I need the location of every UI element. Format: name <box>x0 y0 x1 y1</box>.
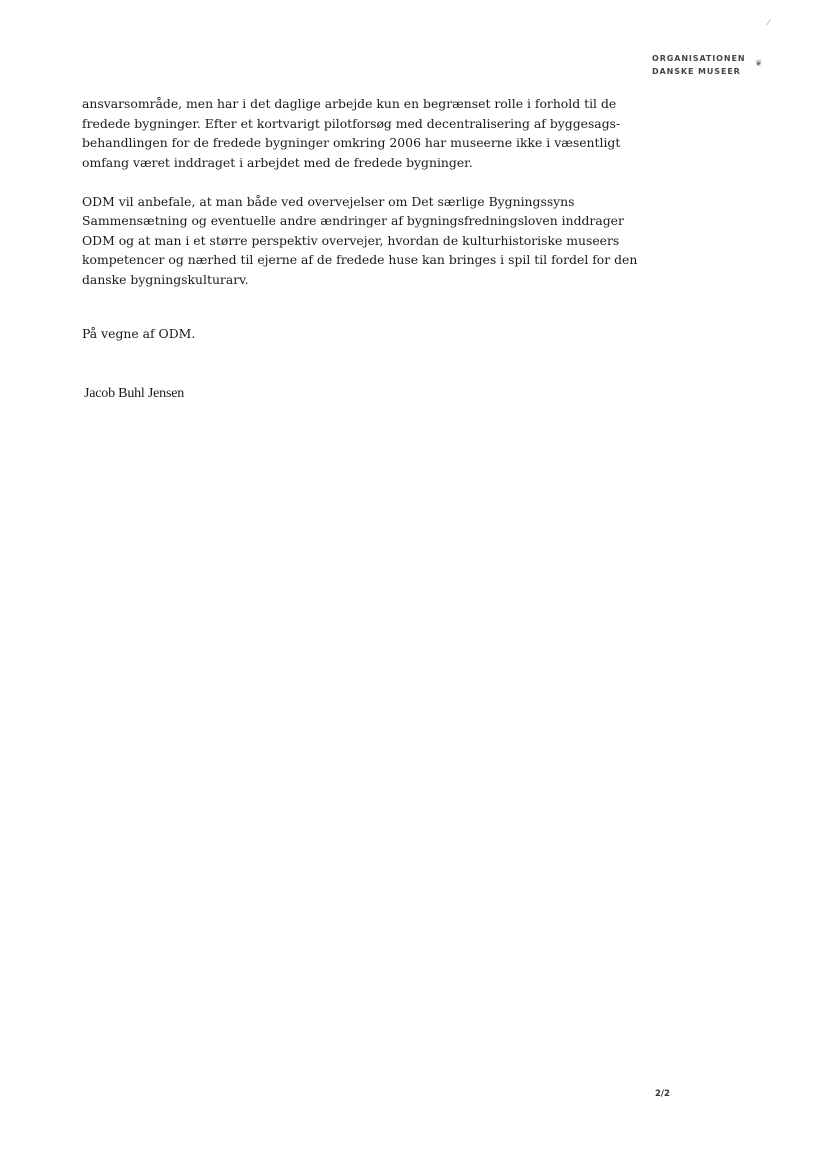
text-line: fredede bygninger. Efter et kortvarigt pilotforsøg med decentralisering af byggesags- <box>82 115 621 131</box>
text-line: behandlingen for de fredede bygninger omkring 2006 har museerne ikke i væsentligt <box>82 135 621 150</box>
text-line: danske bygningskulturarv. <box>82 271 249 287</box>
signature-name: Jacob Buhl Jensen <box>84 386 185 401</box>
paragraph-1 <box>82 94 621 172</box>
page-number: 2/2 <box>655 1089 670 1099</box>
corner-mark: ⁄ <box>768 18 770 27</box>
text-line: kompetencer og nærhed til ejerne af de fredede huse kan bringes i spil til fordel for den <box>82 252 638 267</box>
text-line: Sammensætning og eventuelle andre ændringer af bygningsfredningsloven inddrager <box>82 213 624 228</box>
text-line: ODM og at man i et større perspektiv overvejer, hvordan de kulturhistoriske museers <box>82 232 620 248</box>
logo-line-1: ORGANISATIONEN <box>652 54 746 63</box>
organisation-logo <box>652 52 764 78</box>
paragraph-2 <box>82 192 638 290</box>
logo-line-2: DANSKE MUSEER <box>652 67 741 76</box>
text-line: omfang været inddraget i arbejdet med de fredede bygninger. <box>82 154 473 170</box>
text-line: ODM vil anbefale, at man både ved overvejelser om Det særlige Bygningssyns <box>82 193 575 209</box>
leaf-icon: ❦ <box>755 59 764 69</box>
letter-body <box>82 94 638 309</box>
text-line: ansvarsområde, men har i det daglige arbejde kun en begrænset rolle i forhold til de <box>82 96 617 111</box>
closing-line: På vegne af ODM. <box>82 326 196 341</box>
